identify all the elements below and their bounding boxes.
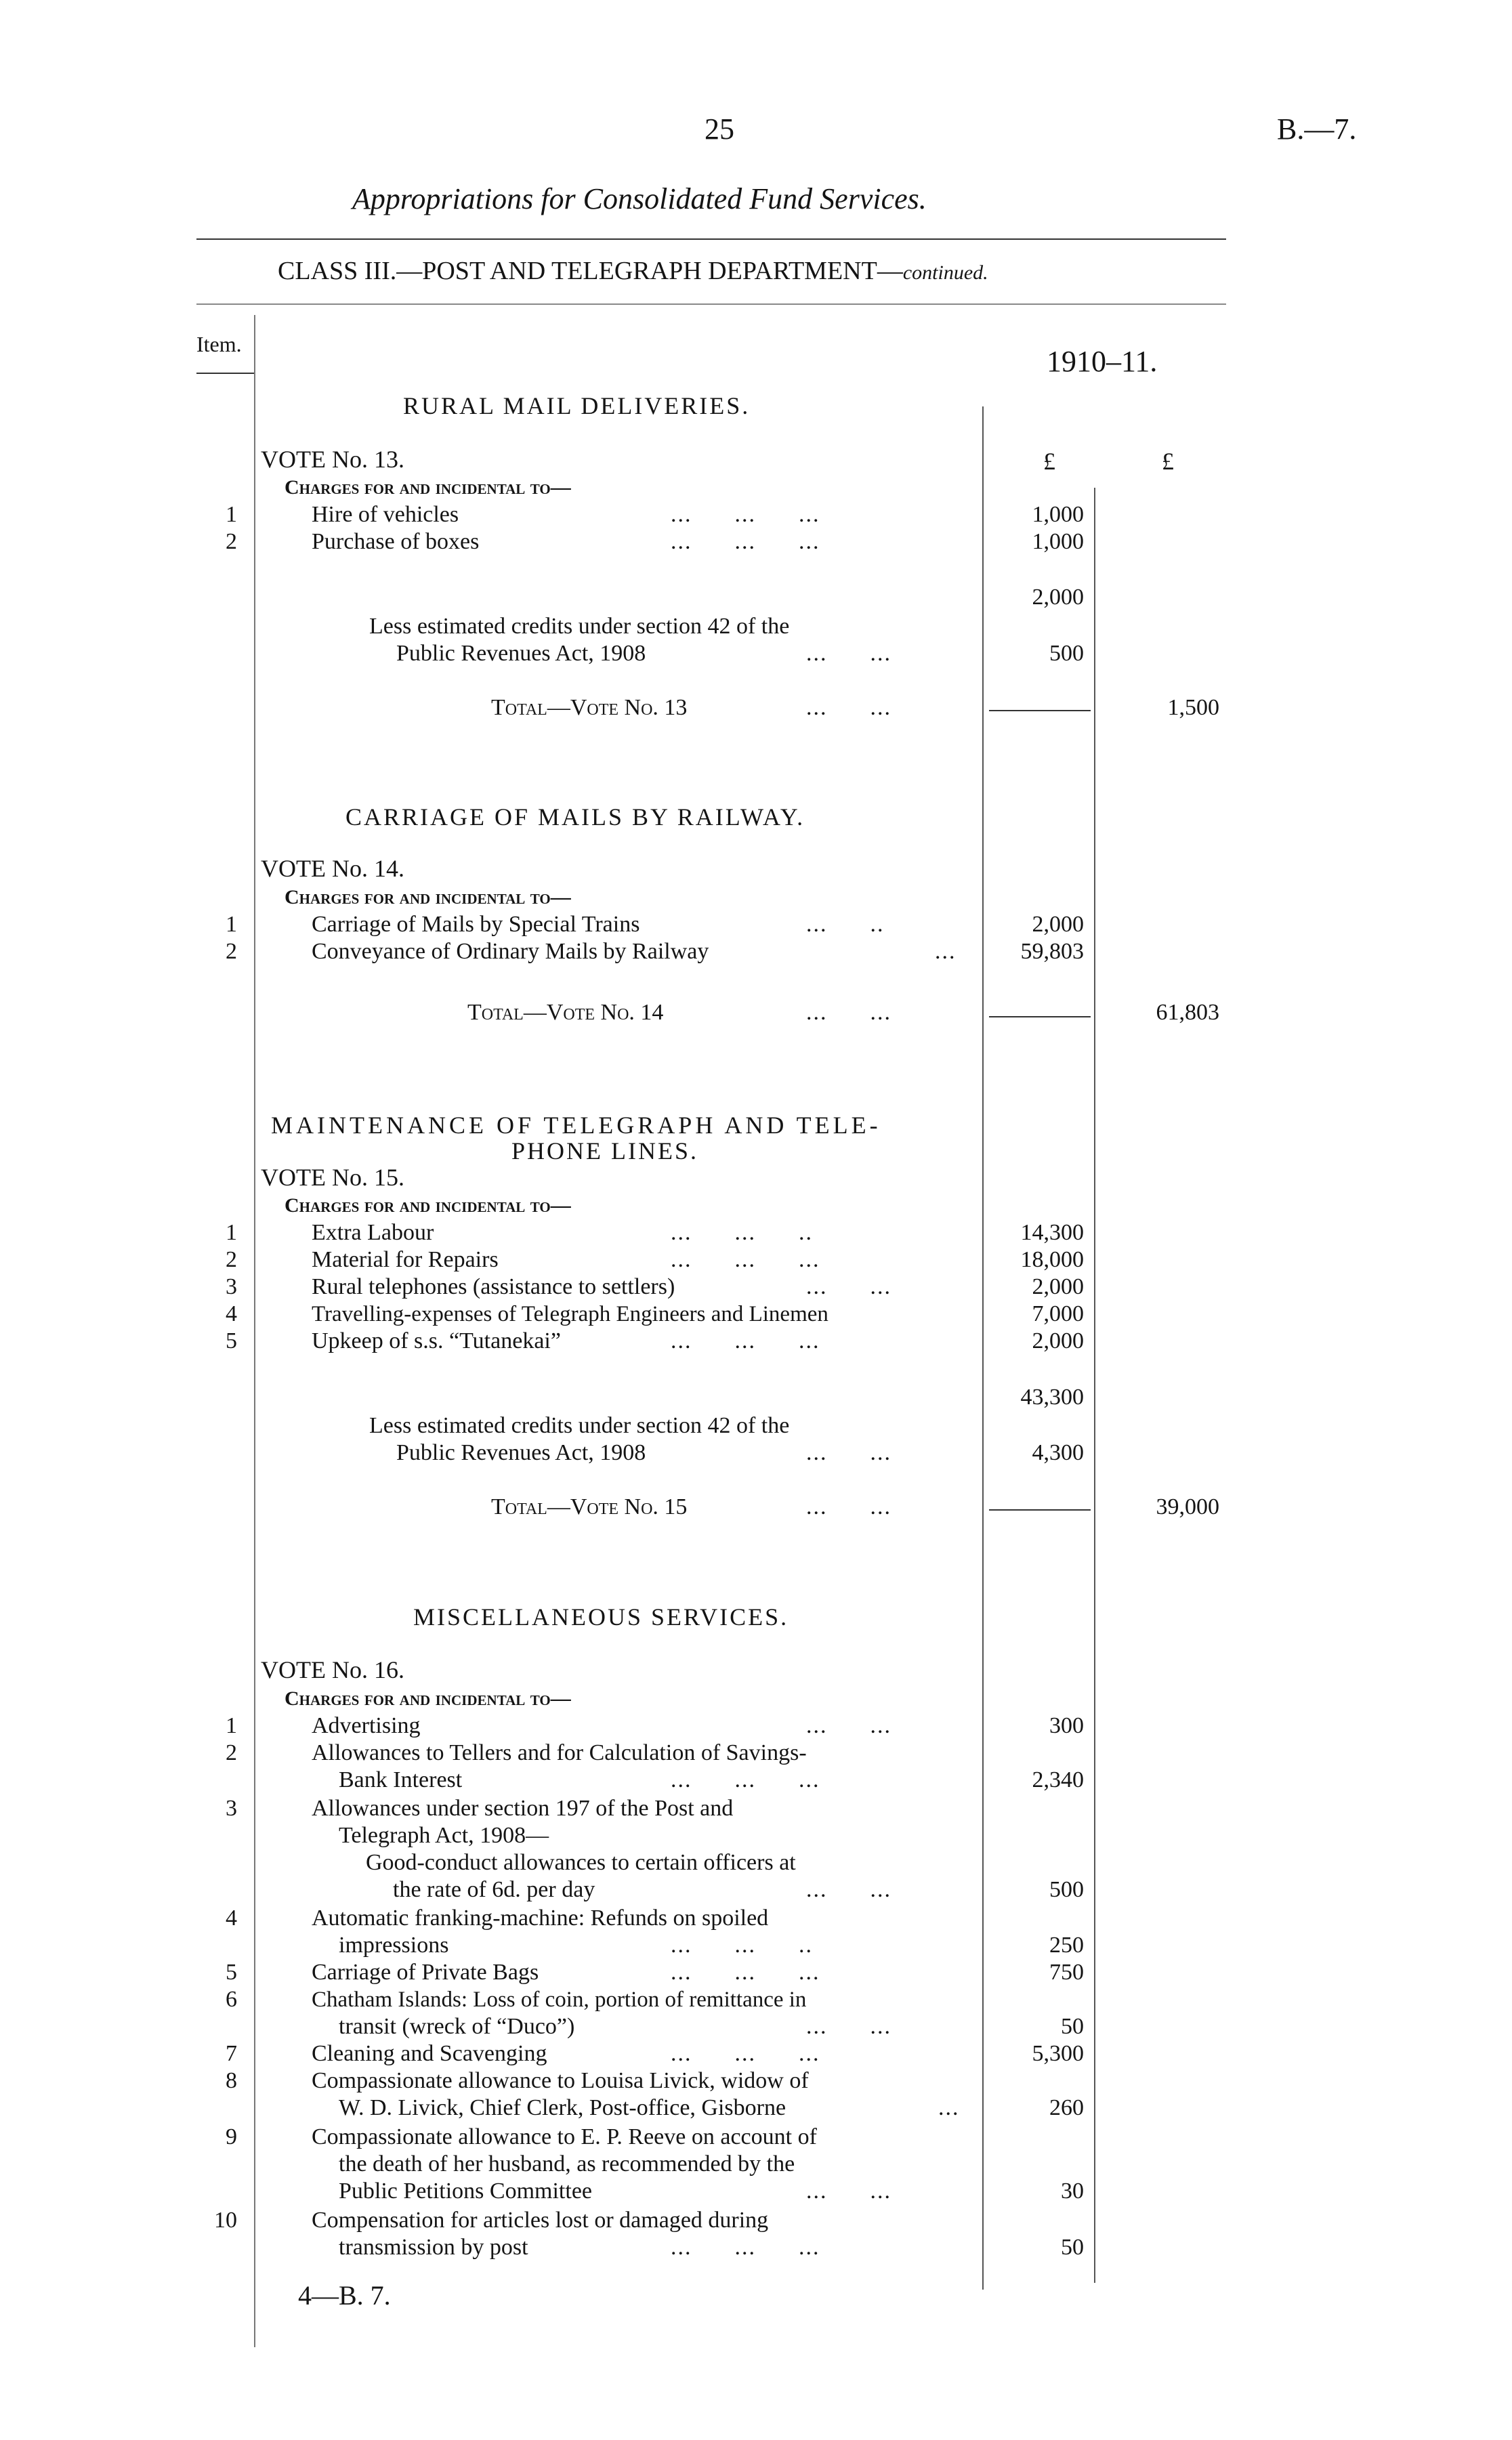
- item-description-cont: W. D. Livick, Chief Clerk, Post-office, Gisborne: [339, 2095, 786, 2120]
- item-column-header: Item.: [196, 332, 242, 356]
- item-description: Compassionate allowance to E. P. Reeve on account of: [312, 2124, 817, 2149]
- item-description: Carriage of Mails by Special Trains: [312, 912, 640, 937]
- item-description-cont: the rate of 6d. per day: [393, 1877, 595, 1902]
- vote-14-total-label: Total—Vote No. 14: [467, 1000, 664, 1025]
- item-description-cont: transmission by post: [339, 2235, 528, 2260]
- leader-dots: ... ...: [806, 1713, 891, 1738]
- item-number: 8: [226, 2068, 237, 2093]
- item-number: 1: [226, 1220, 237, 1245]
- item-description: Purchase of boxes: [312, 529, 480, 554]
- leader-dots: ... ... ...: [671, 1328, 820, 1353]
- vote-13-total-label: Total—Vote No. 13: [491, 695, 688, 720]
- leader-dots: ... ...: [806, 2014, 891, 2039]
- table-top-rule: [196, 303, 1226, 305]
- leader-dots: ... ... ...: [671, 1960, 820, 1985]
- item-description: Extra Labour: [312, 1220, 434, 1245]
- total-column-rule: [1094, 488, 1095, 2283]
- item-amount: 50: [1061, 2235, 1084, 2260]
- item-number: 9: [226, 2124, 237, 2149]
- item-amount: 2,340: [1032, 1767, 1084, 1792]
- item-amount: 750: [1049, 1960, 1084, 1985]
- item-amount: 30: [1061, 2179, 1084, 2204]
- vote-15-total-label: Total—Vote No. 15: [491, 1494, 688, 1519]
- item-description: Hire of vehicles: [312, 502, 459, 527]
- pound-sign-a: £: [1043, 448, 1055, 475]
- leader-dots: ... ...: [806, 2179, 891, 2204]
- document-reference: B.—7.: [1277, 112, 1357, 146]
- total-rule: [989, 1509, 1091, 1511]
- item-amount: 18,000: [1020, 1247, 1084, 1272]
- item-column-rule: [254, 315, 255, 2347]
- leader-dots: ... ... ...: [671, 1767, 820, 1792]
- item-amount: 50: [1061, 2014, 1084, 2039]
- item-number: 2: [226, 529, 237, 554]
- page-number: 25: [705, 112, 734, 146]
- item-description-cont: transit (wreck of “Duco”): [339, 2014, 575, 2039]
- leader-dots: ... ...: [806, 641, 891, 666]
- item-description: Advertising: [312, 1713, 421, 1738]
- leader-dots: ... ...: [806, 695, 891, 720]
- section-title-rural-mail: RURAL MAIL DELIVERIES.: [403, 392, 751, 419]
- item-description-cont: Telegraph Act, 1908—: [339, 1823, 549, 1848]
- leader-dots: ... ... ..: [671, 1220, 813, 1245]
- leader-dots: ... ... ..: [671, 1933, 813, 1958]
- leader-dots: ... ... ...: [671, 502, 820, 527]
- item-number: 6: [226, 1987, 237, 2012]
- item-amount: 59,803: [1020, 939, 1084, 964]
- item-description-cont: Bank Interest: [339, 1767, 463, 1792]
- item-amount: 14,300: [1020, 1220, 1084, 1245]
- item-description-cont: Good-conduct allowances to certain officers at: [366, 1850, 796, 1875]
- item-description-cont: Public Petitions Committee: [339, 2179, 592, 2204]
- total-rule: [989, 1016, 1091, 1017]
- vote-14-charges: Charges for and incidental to—: [285, 886, 571, 908]
- title-rule: [196, 238, 1226, 240]
- item-amount: 1,000: [1032, 529, 1084, 554]
- item-description: Travelling-expenses of Telegraph Engineers and Linemen: [312, 1302, 828, 1326]
- section-title-telegraph: MAINTENANCE OF TELEGRAPH AND TELE-: [271, 1112, 881, 1139]
- vote-14-label: VOTE No. 14.: [261, 855, 404, 882]
- vote-15-label: VOTE No. 15.: [261, 1164, 404, 1191]
- section-title-miscellaneous: MISCELLANEOUS SERVICES.: [413, 1603, 789, 1631]
- item-amount: 5,300: [1032, 2041, 1084, 2066]
- less-credits-amount: 4,300: [1032, 1440, 1084, 1465]
- item-description: Material for Repairs: [312, 1247, 499, 1272]
- vote-15-total: 39,000: [1156, 1494, 1219, 1519]
- item-header-rule: [196, 373, 254, 374]
- item-number: 2: [226, 1247, 237, 1272]
- item-number: 5: [226, 1960, 237, 1985]
- vote-14-total: 61,803: [1156, 1000, 1219, 1025]
- item-description-cont: impressions: [339, 1933, 449, 1958]
- item-description: Allowances under section 197 of the Post and: [312, 1796, 734, 1821]
- leader-dots: ... ... ...: [671, 2235, 820, 2260]
- item-description: Automatic franking-machine: Refunds on spoiled: [312, 1906, 769, 1931]
- item-number: 4: [226, 1301, 237, 1326]
- less-credits-line: Less estimated credits under section 42 of the: [369, 1413, 790, 1438]
- item-description: Allowances to Tellers and for Calculation of Savings-: [312, 1740, 807, 1765]
- item-amount: 250: [1049, 1933, 1084, 1958]
- item-description: Cleaning and Scavenging: [312, 2041, 547, 2066]
- item-number: 5: [226, 1328, 237, 1353]
- class-continued: continued.: [902, 261, 988, 284]
- item-amount: 2,000: [1032, 1328, 1084, 1353]
- pound-sign-b: £: [1162, 448, 1174, 475]
- item-description: Compensation for articles lost or damaged during: [312, 2208, 769, 2233]
- item-amount: 2,000: [1032, 1274, 1084, 1299]
- item-number: 10: [214, 2208, 237, 2233]
- leader-dots: ...: [935, 939, 957, 964]
- item-description: Carriage of Private Bags: [312, 1960, 539, 1985]
- class-heading-text: CLASS III.—POST AND TELEGRAPH DEPARTMENT—: [278, 257, 903, 285]
- year-column-header: 1910–11.: [1047, 345, 1158, 378]
- section-title-telegraph-cont: PHONE LINES.: [511, 1137, 698, 1164]
- item-amount: 300: [1049, 1713, 1084, 1738]
- leader-dots: ... ..: [806, 912, 885, 937]
- total-rule: [989, 710, 1091, 711]
- item-description: Conveyance of Ordinary Mails by Railway: [312, 939, 709, 964]
- vote-13-total: 1,500: [1167, 695, 1219, 720]
- item-number: 3: [226, 1274, 237, 1299]
- leader-dots: ... ...: [806, 1494, 891, 1519]
- vote-13-charges: Charges for and incidental to—: [285, 476, 571, 499]
- leader-dots: ... ...: [806, 1440, 891, 1465]
- page-title: Appropriations for Consolidated Fund Services.: [352, 182, 927, 215]
- leader-dots: ... ...: [806, 1000, 891, 1025]
- less-credits-amount: 500: [1049, 641, 1084, 666]
- section-title-railway: CARRIAGE OF MAILS BY RAILWAY.: [345, 803, 805, 830]
- leader-dots: ... ...: [806, 1877, 891, 1902]
- leader-dots: ... ...: [806, 1274, 891, 1299]
- less-credits-act: Public Revenues Act, 1908: [396, 1440, 646, 1465]
- item-number: 3: [226, 1796, 237, 1821]
- subtotal-amount: 43,300: [1020, 1385, 1084, 1410]
- item-amount: 2,000: [1032, 912, 1084, 937]
- item-description: Chatham Islands: Loss of coin, portion of remittance in: [312, 1987, 807, 2012]
- item-description: Upkeep of s.s. “Tutanekai”: [312, 1328, 561, 1353]
- item-amount: 7,000: [1032, 1301, 1084, 1326]
- leader-dots: ... ... ...: [671, 529, 820, 554]
- item-number: 1: [226, 912, 237, 937]
- item-description-cont: the death of her husband, as recommended by the: [339, 2151, 795, 2176]
- item-amount: 1,000: [1032, 502, 1084, 527]
- item-number: 1: [226, 1713, 237, 1738]
- leader-dots: ... ... ...: [671, 1247, 820, 1272]
- vote-13-label: VOTE No. 13.: [261, 446, 404, 473]
- item-number: 2: [226, 939, 237, 964]
- item-description: Compassionate allowance to Louisa Livick, widow of: [312, 2068, 809, 2093]
- item-amount: 500: [1049, 1877, 1084, 1902]
- item-number: 4: [226, 1906, 237, 1931]
- footer-signature: 4—B. 7.: [298, 2280, 391, 2311]
- class-heading: [278, 256, 988, 286]
- subtotal-amount: 2,000: [1032, 585, 1084, 610]
- item-description: Rural telephones (assistance to settlers): [312, 1274, 675, 1299]
- leader-dots: ... ... ...: [671, 2041, 820, 2066]
- item-number: 2: [226, 1740, 237, 1765]
- leader-dots: ...: [938, 2095, 960, 2120]
- less-credits-line: Less estimated credits under section 42 of the: [369, 614, 790, 639]
- item-number: 7: [226, 2041, 237, 2066]
- item-number: 1: [226, 502, 237, 527]
- vote-15-charges: Charges for and incidental to—: [285, 1194, 571, 1217]
- less-credits-act: Public Revenues Act, 1908: [396, 641, 646, 666]
- item-amount: 260: [1049, 2095, 1084, 2120]
- vote-16-charges: Charges for and incidental to—: [285, 1687, 571, 1710]
- vote-16-label: VOTE No. 16.: [261, 1656, 404, 1683]
- amount-column-rule: [982, 406, 984, 2290]
